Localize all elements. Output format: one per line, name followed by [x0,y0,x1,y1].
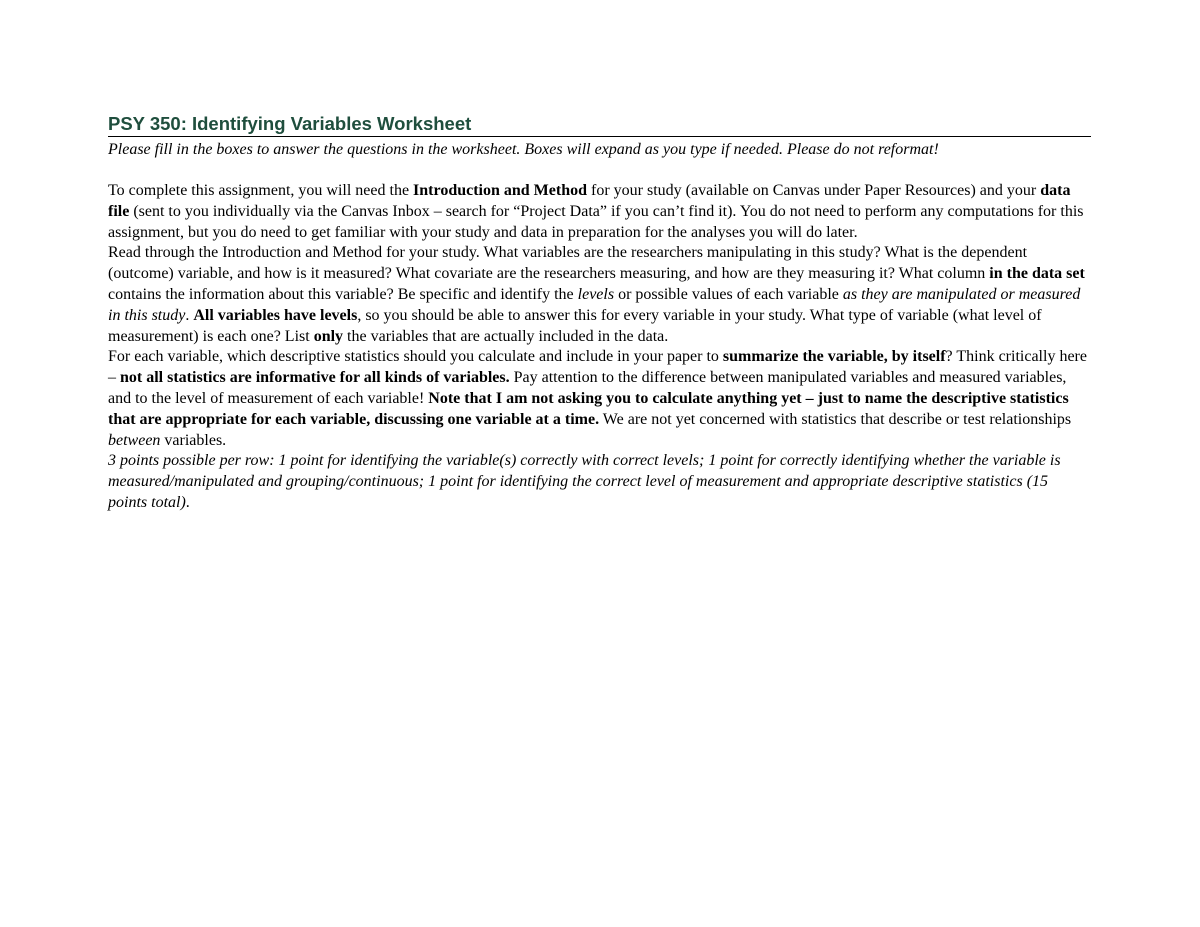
bold-not-all-statistics: not all statistics are informative for all kinds of variables. [120,369,510,387]
bold-summarize-variable: summarize the variable, by itself [722,348,946,366]
italic-as-manipulated: as they are manipulated or measured in this study [108,285,1081,324]
bold-data-file: data file [108,182,1071,220]
bold-in-data-set: in the data set [989,265,1085,283]
worksheet-page [108,112,1091,514]
grading-note: 3 points possible per row: 1 point for identifying the variable(s) correctly with correct levels; 1 point for correctly identifying whether the variable is measured/manipulated and grouping/continuous; 1 point for identifying the correct level of measurement and appropriate descriptive statistics (15 points total). [108,452,1061,511]
worksheet-title: PSY 350: Identifying Variables Worksheet [108,112,1091,137]
paragraph-descriptive-stats: For each variable, which descriptive statistics should you calculate and include in your paper to summarize the variable, by itself? Think critically here – not all statistics are informative for all kinds of variables. Pay attention to the difference between manipulated variables and measured variables, and to the level of measurement of each variable! Note that I am not asking you to calculate anything yet – just to name the descriptive statistics that are appropriate for each variable, discussing one variable at a time. We are not yet concerned with statistics that describe or test relationships between variables. [108,348,1087,449]
paragraph-materials: To complete this assignment, you will need the Introduction and Method for your study (available on Canvas under Paper Resources) and your data file (sent to you individually via the Canvas Inbox – search for “Project Data” if you can’t find it). You do not need to perform any computations for this assignment, but you do need to get familiar with your study and data in preparation for the analyses you will do later. [108,182,1084,241]
worksheet-instructions: Please fill in the boxes to answer the questions in the worksheet. Boxes will expand as you type if needed. Please do not reformat! [108,141,939,158]
bold-note-not-calculating: Note that I am not asking you to calculate anything yet – just to name the descriptive statistics that are appropriate for each variable, discussing one variable at a time. [108,389,1069,428]
italic-levels: levels [577,285,615,303]
bold-only: only [313,327,344,345]
italic-between: between [108,431,161,449]
paragraph-spacer [108,160,1091,181]
paragraph-variables: Read through the Introduction and Method for your study. What variables are the researchers manipulating in this study? What is the dependent (outcome) variable, and how is it measured? What covariate are the researchers measuring, and how are they measuring it? What column in the data set contains the information about this variable? Be specific and identify the levels or possible values of each variable as they are manipulated or measured in this study. All variables have levels, so you should be able to answer this for every variable in your study. What type of variable (what level of measurement) is each one? List only the variables that are actually included in the data. [108,244,1085,345]
bold-all-variables-levels: All variables have levels [193,306,358,324]
bold-intro-method: Introduction and Method [413,182,588,199]
